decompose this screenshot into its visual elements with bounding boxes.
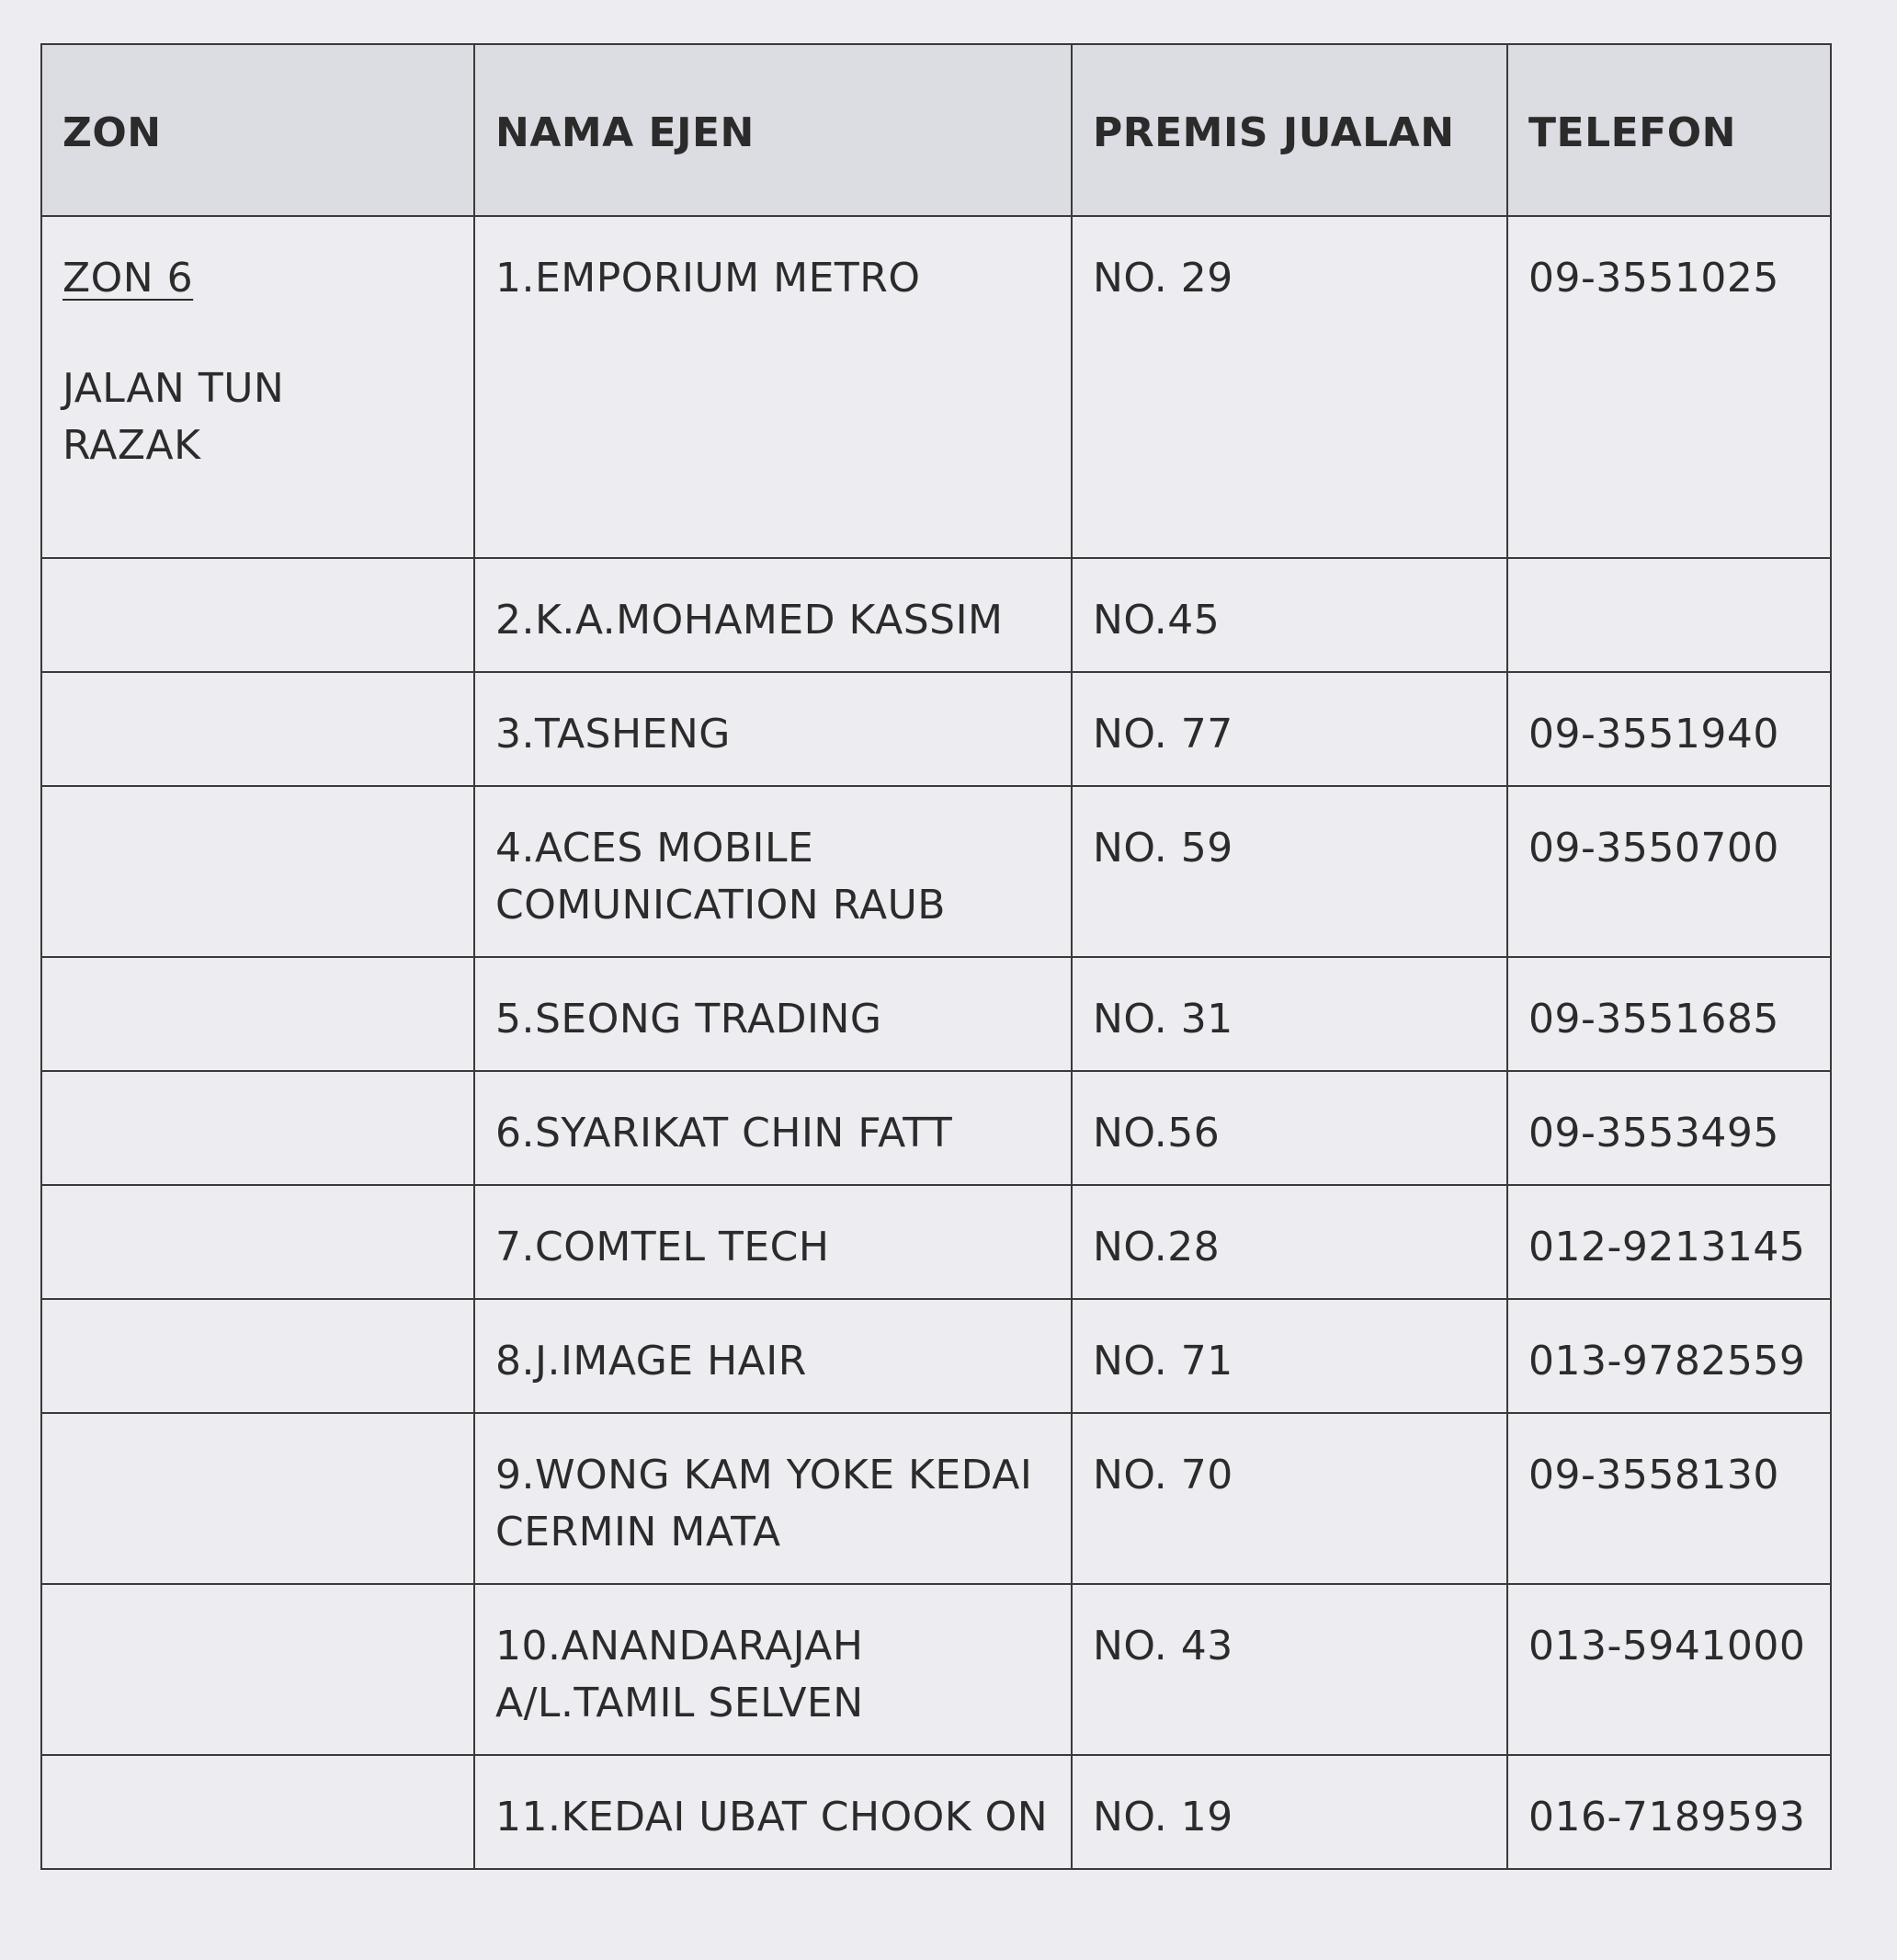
premises-cell: NO. 29 [1072,216,1507,558]
agent-name-cell [474,1299,1072,1413]
agent-name: 9.WONG KAM YOKE KEDAI CERMIN MATA [495,1452,1033,1555]
table-row [41,1071,1831,1185]
header-agent-name: NAMA EJEN [474,44,1072,216]
table-row [41,1413,1831,1584]
premises-cell: NO. 70 [1072,1413,1507,1584]
table-row [41,786,1831,957]
agent-name: 1.EMPORIUM METRO [495,255,921,302]
agent-name-cell [474,672,1072,786]
phone-cell [1507,558,1831,672]
zone-cell [41,957,474,1071]
table-row [41,957,1831,1071]
agent-name-cell [474,1071,1072,1185]
phone-cell: 09-3558130 [1507,1413,1831,1584]
phone-cell: 013-5941000 [1507,1584,1831,1755]
zone-cell [41,1071,474,1185]
table-row [41,1299,1831,1413]
premises-cell: NO. 59 [1072,786,1507,957]
agent-name: 2.K.A.MOHAMED KASSIM [495,597,1004,644]
table-row [41,1584,1831,1755]
zone-cell [41,1584,474,1755]
agent-name: 10.ANANDARAJAH A/L.TAMIL SELVEN [495,1623,864,1726]
zone-cell [41,1299,474,1413]
phone-cell: 013-9782559 [1507,1299,1831,1413]
agent-name: 4.ACES MOBILE COMUNICATION RAUB [495,825,946,929]
phone-cell: 016-7189593 [1507,1755,1831,1869]
agent-name: 7.COMTEL TECH [495,1224,830,1271]
zone-cell [41,558,474,672]
agent-name: 5.SEONG TRADING [495,996,882,1043]
zone-cell [41,672,474,786]
premises-cell: NO.56 [1072,1071,1507,1185]
table-row [41,672,1831,786]
premises-cell: NO. 71 [1072,1299,1507,1413]
zone-name: JALAN TUN RAZAK [62,365,285,469]
premises-cell: NO.28 [1072,1185,1507,1299]
agent-name: 11.KEDAI UBAT CHOOK ON [495,1794,1049,1840]
agent-name-cell [474,1413,1072,1584]
table-row [41,1185,1831,1299]
phone-cell: 09-3551025 [1507,216,1831,558]
premises-cell: NO. 43 [1072,1584,1507,1755]
agent-name-cell [474,1755,1072,1869]
agent-name-cell [474,957,1072,1071]
table-row [41,216,1831,558]
premises-cell: NO. 19 [1072,1755,1507,1869]
phone-cell: 09-3551940 [1507,672,1831,786]
zone-cell [41,1755,474,1869]
agent-name-cell [474,216,1072,558]
agent-name-cell [474,1185,1072,1299]
zone-cell [41,786,474,957]
zone-cell [41,1413,474,1584]
phone-cell: 09-3553495 [1507,1071,1831,1185]
header-premises: PREMIS JUALAN [1072,44,1507,216]
zone-cell [41,1185,474,1299]
agent-name: 8.J.IMAGE HAIR [495,1338,807,1385]
agent-table [40,43,1832,1870]
agent-name: 3.TASHENG [495,711,731,758]
header-zone: ZON [41,44,474,216]
zone-cell [41,216,474,558]
table-row [41,558,1831,672]
phone-cell: 09-3550700 [1507,786,1831,957]
header-phone: TELEFON [1507,44,1831,216]
table-header-row [41,44,1831,216]
phone-cell: 012-9213145 [1507,1185,1831,1299]
phone-cell: 09-3551685 [1507,957,1831,1071]
agent-name: 6.SYARIKAT CHIN FATT [495,1110,953,1157]
premises-cell: NO. 31 [1072,957,1507,1071]
agent-name-cell [474,1584,1072,1755]
agent-name-cell [474,558,1072,672]
premises-cell: NO.45 [1072,558,1507,672]
zone-code: ZON 6 [62,255,194,302]
table-row [41,1755,1831,1869]
agent-name-cell [474,786,1072,957]
premises-cell: NO. 77 [1072,672,1507,786]
